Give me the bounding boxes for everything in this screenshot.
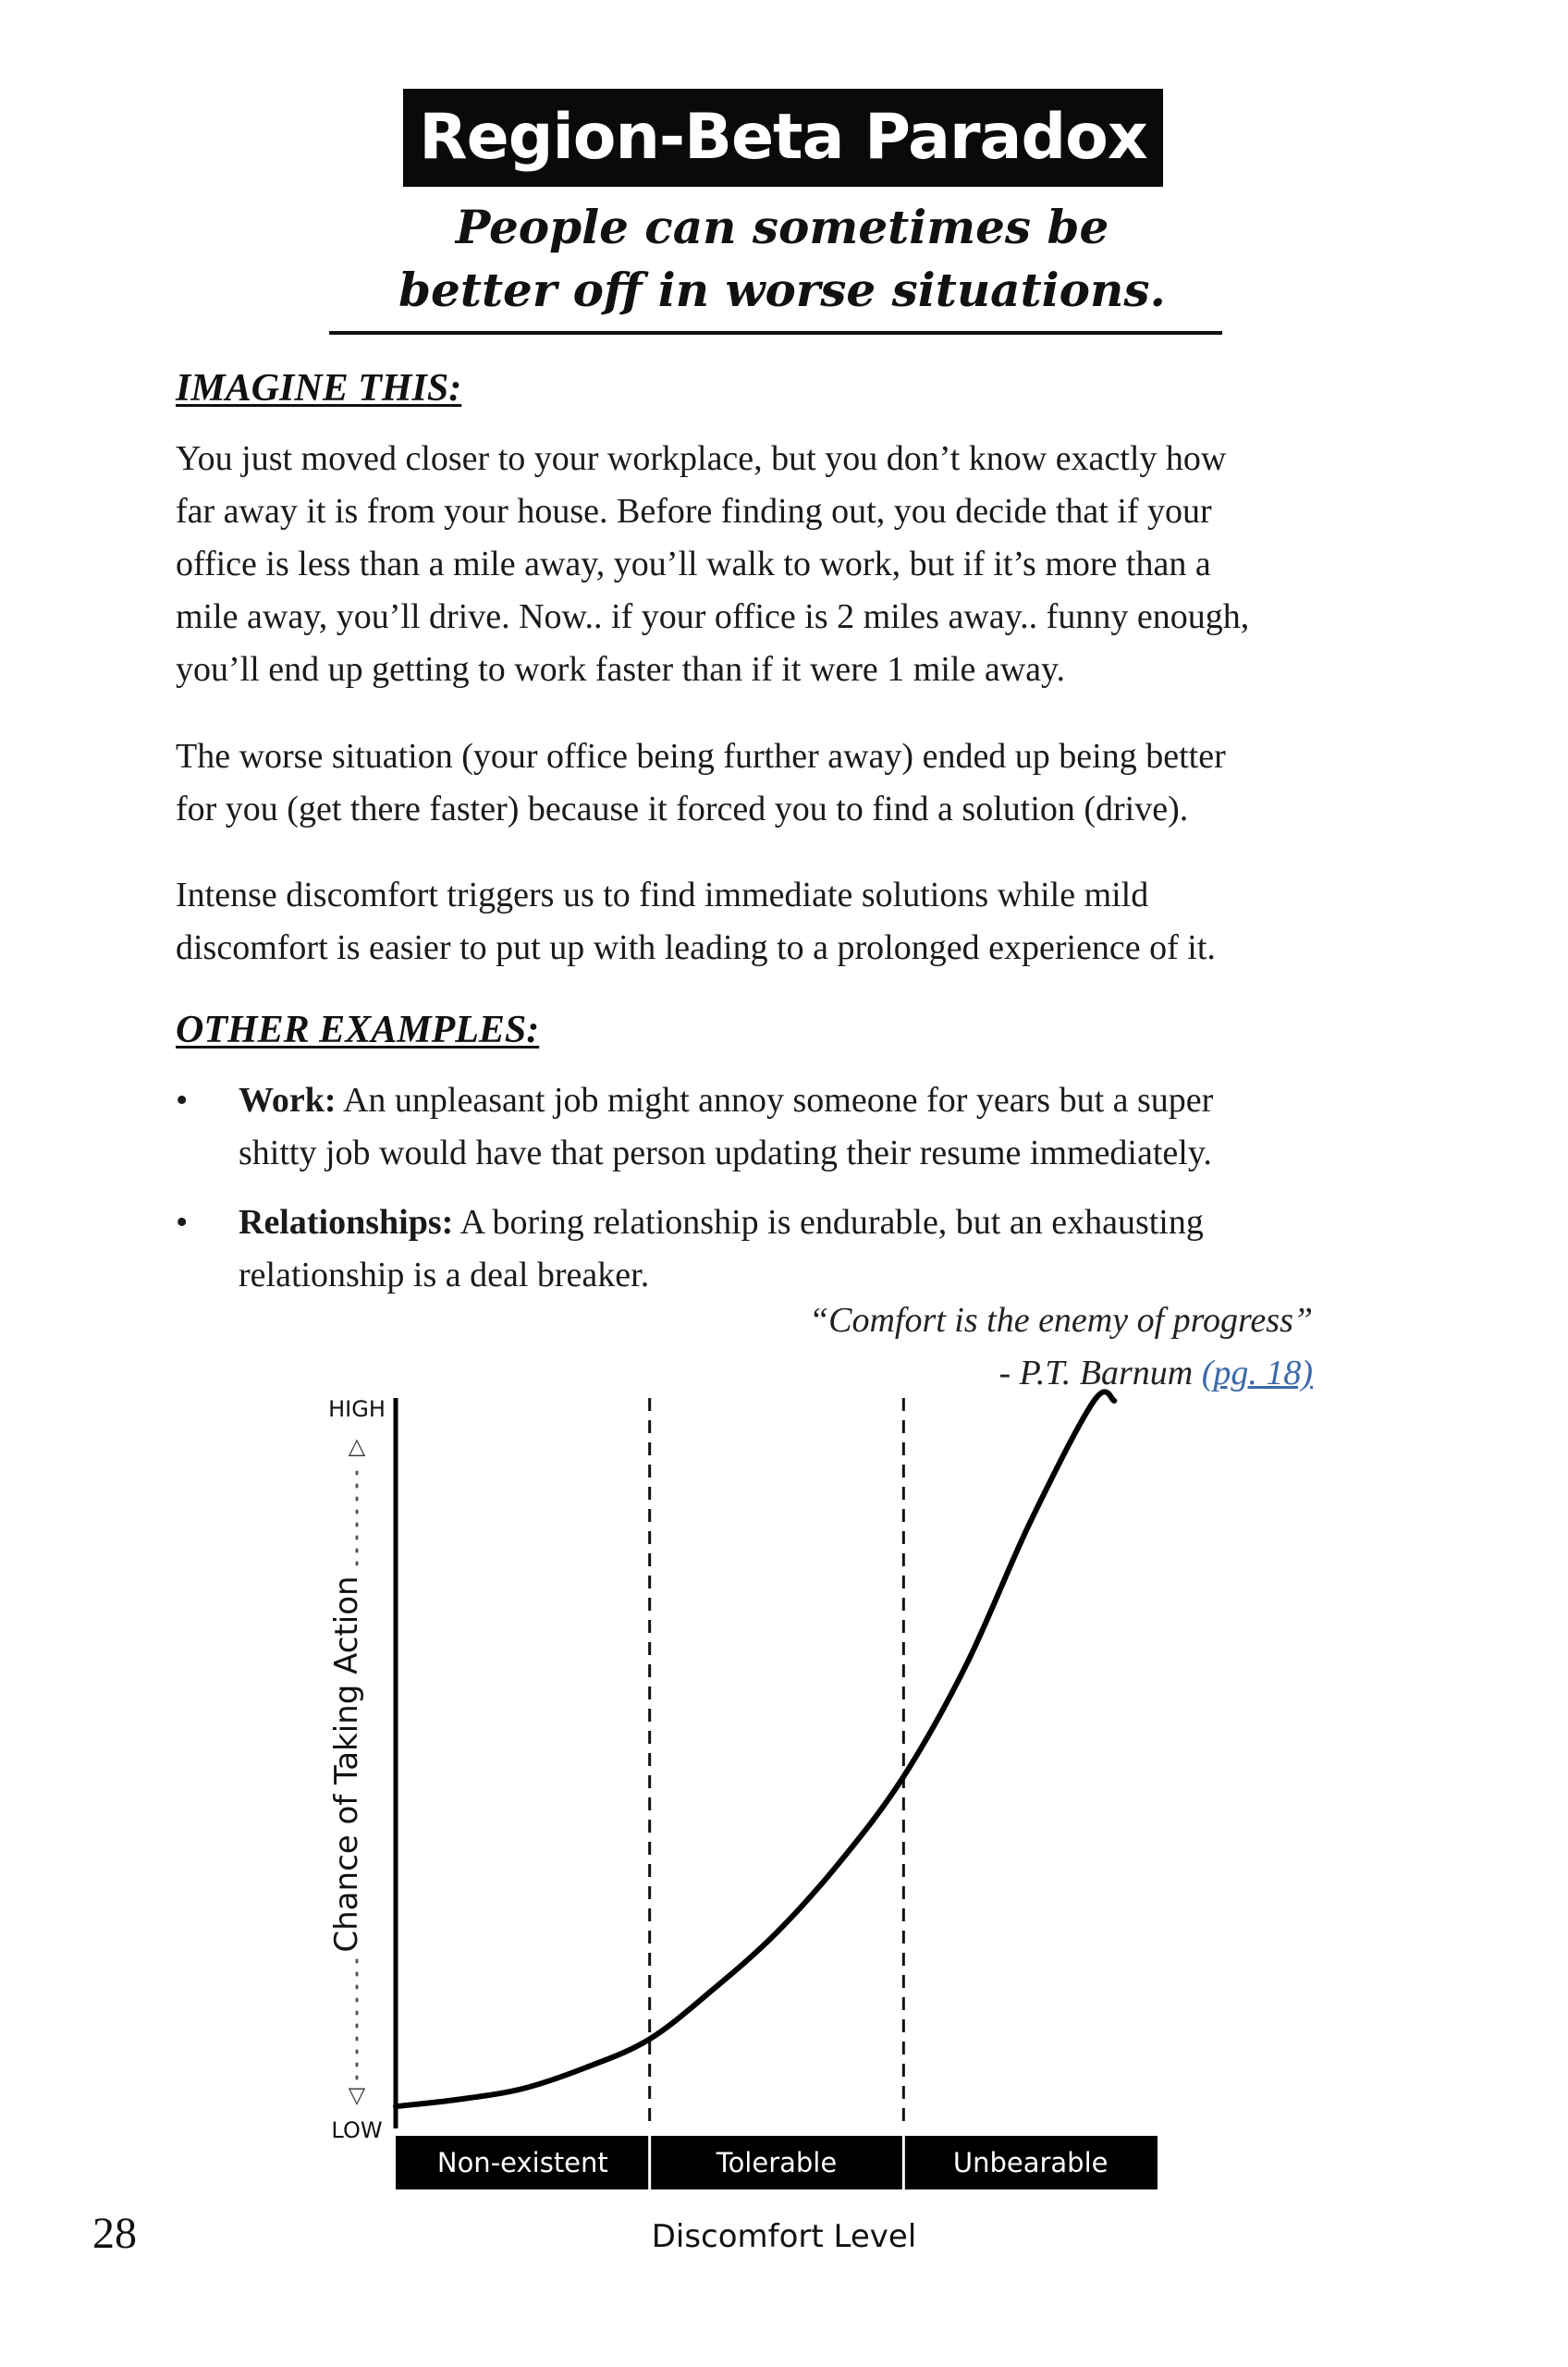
bullet-text: An unpleasant job might annoy someone for years but a super [336,1081,1214,1120]
page-reference-link[interactable]: (pg. 18) [1201,1354,1313,1392]
subtitle-line-2: better off in worse situations. [398,263,1166,317]
text-line: you’ll end up getting to work faster than if it were 1 mile away. [176,650,1066,689]
text-line: The worse situation (your office being further away) ended up being better [176,737,1226,776]
y-axis-label: Chance of Taking Action [328,1576,365,1953]
y-low-label: LOW [331,2117,383,2143]
bullet-marker: • [176,1203,189,1242]
page-number: 28 [92,2209,137,2258]
quote-text: “Comfort is the enemy of progress” [808,1301,1313,1340]
bullet-label: Work: [239,1081,337,1120]
x-axis-label: Discomfort Level [651,2218,917,2255]
series-line [396,1392,1114,2106]
imagine-heading: IMAGINE THIS: [176,367,462,410]
bullet-marker: • [176,1081,189,1120]
examples-heading: OTHER EXAMPLES: [176,1009,540,1051]
bullet-label: Relationships: [239,1203,454,1242]
page-title: Region-Beta Paradox [403,89,1163,187]
text-line: discomfort is easier to put up with leading to a prolonged experience of it. [176,928,1216,967]
region-label: Non-existent [436,2147,608,2178]
y-high-label: HIGH [328,1396,386,1422]
region-label: Tolerable [716,2147,838,2178]
y-down-marker: ▽ [348,2082,366,2108]
text-line: far away it is from your house. Before finding out, you decide that if your [176,492,1212,531]
y-up-marker: △ [348,1433,366,1459]
subtitle-line-1: People can sometimes be [455,200,1109,254]
bullet-text: shitty job would have that person updating their resume immediately. [239,1134,1212,1172]
text-line: for you (get there faster) because it forced you to find a solution (drive). [176,790,1189,828]
quote-author: - P.T. Barnum [998,1354,1202,1392]
text-line: office is less than a mile away, you’ll walk to work, but if it’s more than a [176,545,1211,583]
text-line: You just moved closer to your workplace, but you don’t know exactly how [176,439,1227,478]
bullet-text: A boring relationship is endurable, but an exhausting [453,1203,1204,1242]
bullet-text: relationship is a deal breaker. [239,1256,650,1294]
text-line: Intense discomfort triggers us to find immediate solutions while mild [176,876,1149,914]
region-label: Unbearable [952,2147,1109,2178]
text-line: mile away, you’ll drive. Now.. if your office is 2 miles away.. funny enough, [176,597,1250,636]
